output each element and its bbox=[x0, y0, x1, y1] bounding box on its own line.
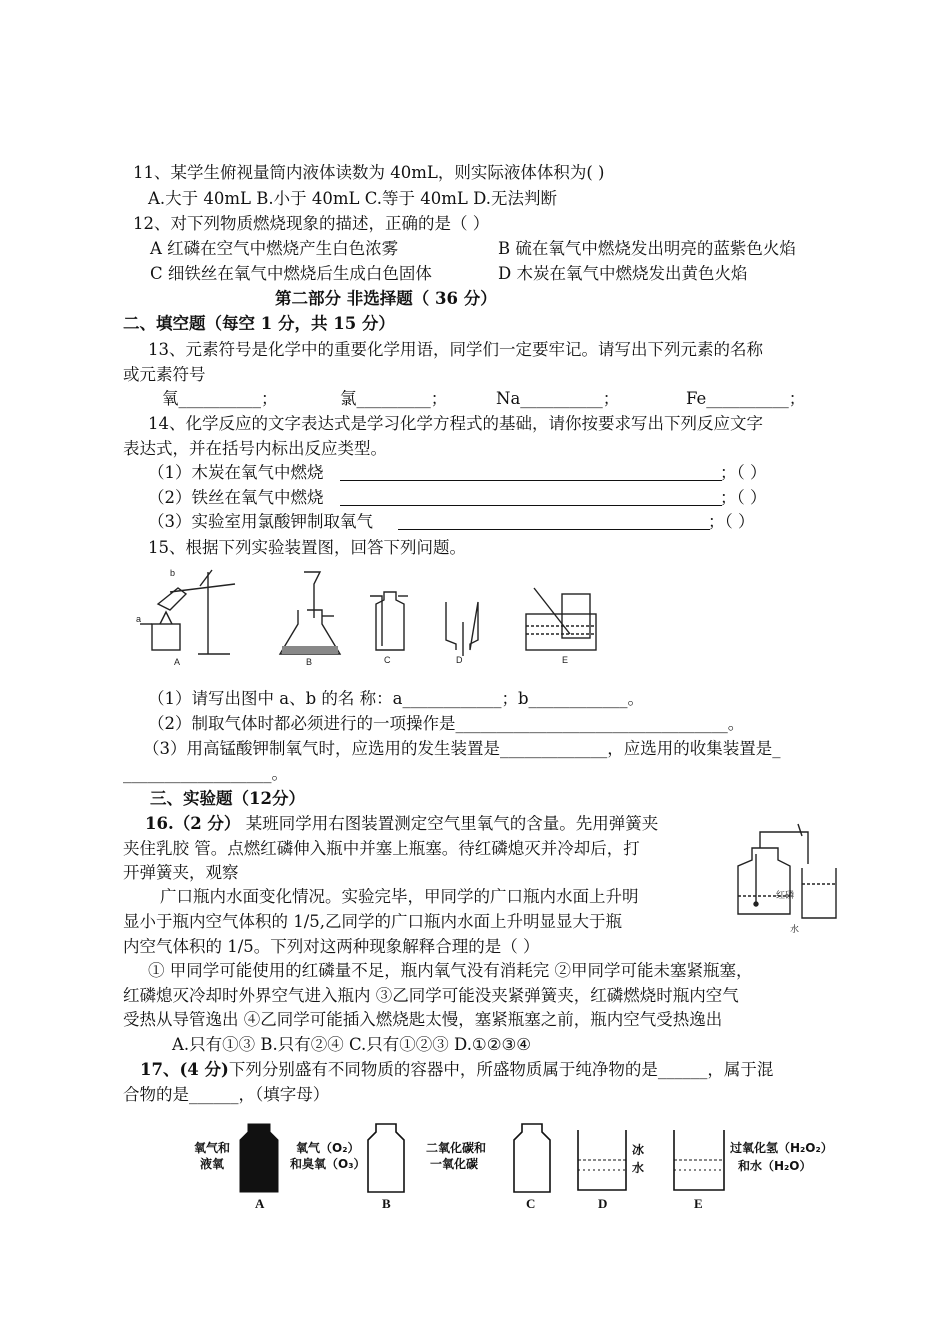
q14-item2: （2）铁丝在氧气中燃烧 bbox=[148, 488, 324, 507]
q16-line4: 广口瓶内水面变化情况。实验完毕，甲同学的广口瓶内水面上升明 bbox=[160, 887, 639, 906]
q16-line8: 红磷熄灭冷却时外界空气进入瓶内 ③乙同学可能没夹紧弹簧夹，红磷燃烧时瓶内空气 bbox=[123, 986, 739, 1005]
q16-line9: 受热从导管逸出 ④乙同学可能插入燃烧匙太慢，塞紧瓶塞之前，瓶内空气受热逸出 bbox=[123, 1010, 723, 1029]
container-b-text2: 和臭氧（O₃） bbox=[290, 1157, 366, 1171]
apparatus-label-a: A bbox=[174, 657, 181, 667]
q13-blank-chlorine: 氯_________； bbox=[340, 389, 448, 408]
container-e-text2: 和水（H₂O） bbox=[738, 1159, 812, 1173]
q14-item2-type: ；（ ） bbox=[720, 488, 767, 507]
apparatus-d bbox=[446, 602, 478, 656]
q14-item1: （1）木炭在氧气中燃烧 bbox=[148, 463, 324, 482]
container-letter-d: D bbox=[598, 1196, 608, 1211]
q13-line1: 13、元素符号是化学中的重要化学用语，同学们一定要牢记。请写出下列元素的名称 bbox=[148, 340, 763, 359]
q14-item3-type: ；（ ） bbox=[708, 512, 755, 531]
label-red-phosphorus: 红磷 bbox=[776, 891, 795, 901]
q14-line1: 14、化学反应的文字表达式是学习化学方程式的基础，请你按要求写出下列反应文字 bbox=[148, 414, 763, 433]
wide-mouth-bottle bbox=[738, 848, 790, 914]
part2-title: 第二部分 非选择题（ 36 分） bbox=[275, 289, 497, 308]
apparatus-a bbox=[140, 570, 235, 654]
q13-blank-fe: Fe__________； bbox=[686, 389, 806, 408]
q15-stem: 15、根据下列实验装置图，回答下列问题。 bbox=[148, 538, 466, 557]
q15-sub1: （1）请写出图中 a、b 的名 称：a____________；b____________。 bbox=[148, 689, 645, 708]
container-e-text1: 过氧化氢（H₂O₂） bbox=[730, 1141, 833, 1155]
label-a: a bbox=[136, 614, 142, 624]
q15-sub3-cont: __________________。 bbox=[123, 764, 288, 783]
label-b: b bbox=[170, 568, 176, 578]
q14-item1-blank bbox=[340, 480, 722, 481]
q17-containers-figure bbox=[190, 1118, 850, 1210]
q16-line5: 显小于瓶内空气体积的 1/5,乙同学的广口瓶内水面上升明显显大于瓶 bbox=[123, 912, 623, 931]
apparatus-label-b: B bbox=[306, 657, 313, 667]
apparatus-b bbox=[280, 572, 340, 654]
container-letter-c: C bbox=[526, 1196, 536, 1211]
label-water: 水 bbox=[790, 925, 800, 935]
q17-number: 17、(4 分) bbox=[140, 1060, 229, 1079]
q11-stem: 11、某学生俯视量筒内液体读数为 40mL，则实际液体体积为( ) bbox=[133, 163, 605, 182]
q16-options: A.只有①③ B.只有②④ C.只有①②③ D.①②③④ bbox=[172, 1035, 532, 1054]
q16-number: 16.（2 分） bbox=[145, 814, 241, 833]
q16-line1 bbox=[145, 813, 658, 835]
q12-option-d: D 木炭在氧气中燃烧发出黄色火焰 bbox=[498, 264, 748, 283]
container-b bbox=[368, 1124, 404, 1192]
container-b-text1: 氧气（O₂） bbox=[296, 1141, 360, 1155]
container-a-text1: 氧气和 bbox=[194, 1141, 231, 1155]
container-a bbox=[240, 1124, 278, 1192]
q16-line3: 开弹簧夹，观察 bbox=[123, 863, 239, 882]
q17-line1 bbox=[140, 1059, 773, 1081]
q13-blank-oxygen: 氧__________； bbox=[162, 389, 278, 408]
apparatus-e bbox=[526, 588, 596, 650]
q14-line2: 表达式，并在括号内标出反应类型。 bbox=[123, 439, 387, 458]
q17-line2: 合物的是______，（填字母） bbox=[123, 1085, 330, 1104]
q16-line7: ① 甲同学可能使用的红磷量不足，瓶内氧气没有消耗完 ②甲同学可能未塞紧瓶塞， bbox=[148, 961, 753, 980]
apparatus-label-c: C bbox=[384, 655, 391, 665]
q13-blank-na: Na__________； bbox=[496, 389, 620, 408]
container-letter-a: A bbox=[255, 1196, 265, 1211]
q12-option-a: A 红磷在空气中燃烧产生白色浓雾 bbox=[150, 239, 399, 258]
q12-stem: 12、对下列物质燃烧现象的描述，正确的是（ ） bbox=[133, 214, 490, 233]
container-d-text2: 水 bbox=[632, 1161, 645, 1175]
q16-apparatus-figure bbox=[732, 814, 844, 936]
q16-line2: 夹住乳胶 管。点燃红磷伸入瓶中并塞上瓶塞。待红磷熄灭并冷却后，打 bbox=[123, 839, 640, 858]
q16-text1: 某班同学用右图装置测定空气里氧气的含量。先用弹簧夹 bbox=[245, 814, 659, 833]
q12-option-b: B 硫在氧气中燃烧发出明亮的蓝紫色火焰 bbox=[498, 239, 796, 258]
container-c bbox=[514, 1124, 550, 1192]
q14-item2-blank bbox=[340, 505, 722, 506]
apparatus-c bbox=[370, 592, 408, 650]
beaker bbox=[802, 868, 836, 918]
section2-title: 二、填空题（每空 1 分，共 15 分） bbox=[123, 314, 395, 333]
container-c-text2: 一氧化碳 bbox=[430, 1157, 479, 1171]
apparatus-label-e: E bbox=[562, 655, 569, 665]
q11-options: A.大于 40mL B.小于 40mL C.等于 40mL D.无法判断 bbox=[148, 189, 557, 208]
container-d-text1: 冰 bbox=[632, 1143, 645, 1157]
apparatus-label-d: D bbox=[456, 655, 463, 665]
q15-apparatus-figure bbox=[130, 562, 610, 672]
q14-item1-type: ；（ ） bbox=[720, 463, 767, 482]
q14-item3-blank bbox=[398, 529, 710, 530]
q14-item3: （3）实验室用氯酸钾制取氧气 bbox=[148, 512, 373, 531]
q13-line2: 或元素符号 bbox=[123, 365, 206, 384]
q15-sub2: （2）制取气体时都必须进行的一项操作是_________________________________。 bbox=[148, 714, 745, 733]
section3-title: 三、实验题（12分） bbox=[150, 789, 305, 808]
container-letter-e: E bbox=[694, 1196, 703, 1211]
container-a-text2: 液氧 bbox=[200, 1157, 225, 1171]
q15-sub3: （3）用高锰酸钾制氧气时，应选用的发生装置是_____________，应选用的收集装置是_ bbox=[143, 739, 781, 758]
q17-text1: 下列分别盛有不同物质的容器中，所盛物质属于纯净物的是______，属于混 bbox=[228, 1060, 774, 1079]
q16-line6: 内空气体积的 1/5。下列对这两种现象解释合理的是（ ） bbox=[123, 937, 540, 956]
q12-option-c: C 细铁丝在氧气中燃烧后生成白色固体 bbox=[150, 264, 432, 283]
container-letter-b: B bbox=[382, 1196, 391, 1211]
container-c-text1: 二氧化碳和 bbox=[426, 1141, 487, 1155]
